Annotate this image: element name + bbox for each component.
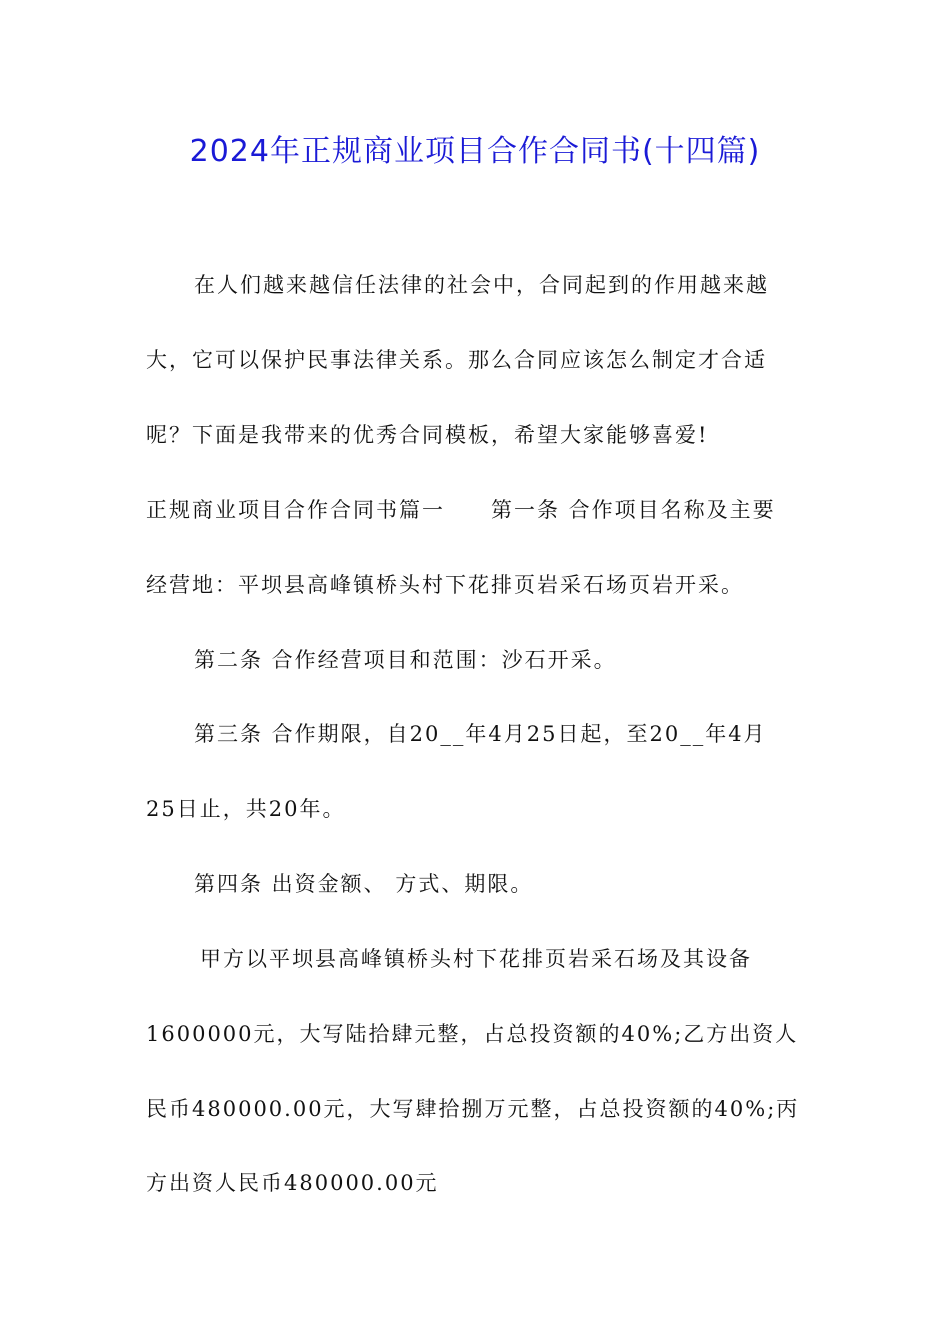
paragraph-line: 甲方以平坝县高峰镇桥头村下花排页岩采石场及其设备	[200, 947, 752, 971]
paragraph-line: 经营地：平坝县高峰镇桥头村下花排页岩采石场页岩开采。	[146, 573, 744, 597]
paragraph-line: 民币480000.00元，大写肆拾捌万元整，占总投资额的40%;丙	[146, 1097, 800, 1121]
paragraph-line: 第二条 合作经营项目和范围：沙石开采。	[194, 648, 617, 672]
paragraph-line: 呢？下面是我带来的优秀合同模板，希望大家能够喜爱!	[146, 423, 709, 447]
paragraph-line: 25日止，共20年。	[146, 797, 346, 821]
document-title: 2024年正规商业项目合作合同书(十四篇)	[189, 134, 761, 169]
paragraph-line: 第三条 合作期限，自20__年4月25日起，至20__年4月	[194, 722, 767, 746]
paragraph-line: 正规商业项目合作合同书篇一 第一条 合作项目名称及主要	[146, 498, 776, 522]
paragraph-line: 第四条 出资金额、 方式、期限。	[194, 872, 534, 896]
paragraph-line: 大，它可以保护民事法律关系。那么合同应该怎么制定才合适	[146, 348, 767, 372]
paragraph-line: 1600000元，大写陆拾肆元整，占总投资额的40%;乙方出资人	[146, 1022, 799, 1046]
paragraph-line: 方出资人民币480000.00元	[146, 1171, 439, 1195]
paragraph-line: 在人们越来越信任法律的社会中，合同起到的作用越来越	[194, 273, 769, 297]
